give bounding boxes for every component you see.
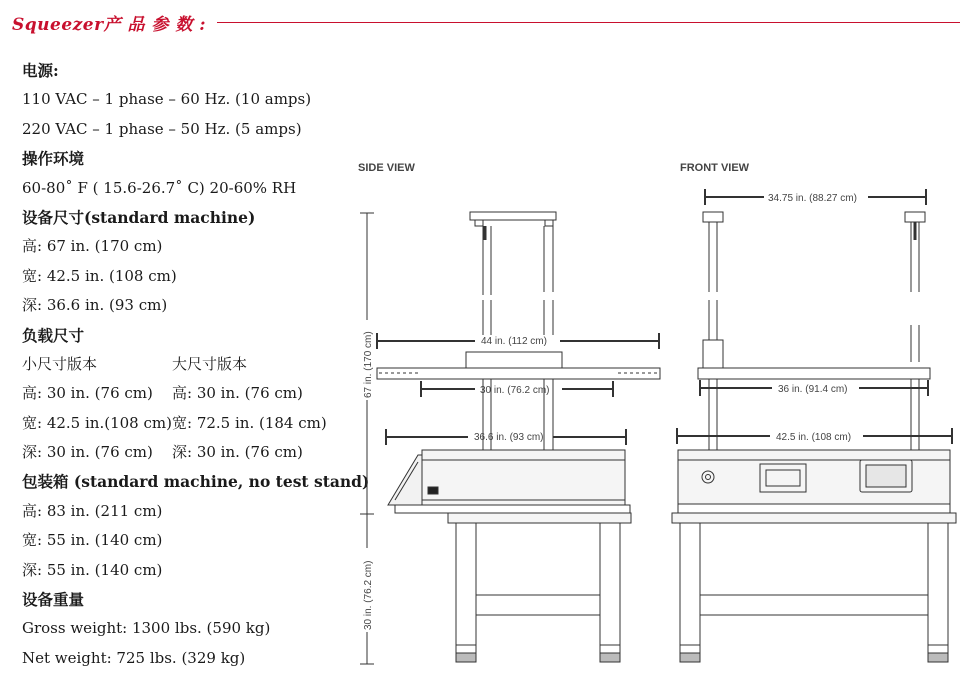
spec-pair-left: 深: 30 in. (76 cm): [22, 443, 153, 462]
side-view: [358, 162, 660, 664]
side-width-label: 44 in. (112 cm): [481, 336, 547, 347]
front-view-title: FRONT VIEW: [680, 162, 750, 174]
side-height-dimension: [358, 213, 376, 514]
spec-pair-right: 深: 30 in. (76 cm): [172, 443, 303, 462]
spec-pair: [22, 350, 352, 379]
front-platen-label: 36 in. (91.4 cm): [778, 384, 848, 395]
spec-pair-left: 高: 30 in. (76 cm): [22, 384, 153, 403]
page-header: [12, 8, 962, 34]
spec-line: 高: 67 in. (170 cm): [22, 237, 163, 256]
spec-line: 宽: 42.5 in. (108 cm): [22, 266, 177, 285]
spec-pair: [22, 438, 352, 467]
spec-pair: [22, 409, 352, 438]
spec-pair-right: 高: 30 in. (76 cm): [172, 384, 303, 403]
spec-pair-right: 大尺寸版本: [172, 354, 248, 373]
spec-heading-weight: 设备重量: [22, 590, 85, 610]
side-stand-label: 30 in. (76.2 cm): [363, 560, 374, 630]
front-view: [672, 162, 956, 662]
side-platen-label: 30 in. (76.2 cm): [480, 385, 550, 396]
spec-line: 110 VAC – 1 phase – 60 Hz. (10 amps): [22, 90, 312, 109]
spec-pair-left: 宽: 42.5 in.(108 cm): [22, 413, 172, 432]
header-rule: [217, 22, 960, 23]
spec-line: 60-80˚ F ( 15.6-26.7˚ C) 20-60% RH: [22, 178, 297, 197]
spec-line: 220 VAC – 1 phase – 50 Hz. (5 amps): [22, 119, 302, 138]
spec-heading-package: 包装箱 (standard machine, no test stand): [22, 472, 370, 492]
front-width-label: 42.5 in. (108 cm): [776, 432, 852, 443]
spec-line: 宽: 55 in. (140 cm): [22, 531, 163, 550]
machine-drawing: [350, 150, 962, 670]
spec-pair-left: 小尺寸版本: [22, 354, 98, 373]
spec-heading-power: 电源:: [22, 61, 59, 80]
spec-heading-load-size: 负载尺寸: [22, 325, 85, 345]
spec-pair-right: 宽: 72.5 in. (184 cm): [172, 413, 327, 432]
side-depth-label: 36.6 in. (93 cm): [474, 432, 544, 443]
spec-line: Gross weight: 1300 lbs. (590 kg): [22, 619, 271, 638]
side-view-title: SIDE VIEW: [358, 162, 415, 174]
front-top-label: 34.75 in. (88.27 cm): [768, 193, 857, 204]
page-title: Squeezer产 品 参 数 :: [12, 15, 207, 35]
side-height-label: 67 in. (170 cm): [363, 331, 374, 398]
spec-line: 高: 83 in. (211 cm): [22, 501, 163, 520]
spec-line: 深: 36.6 in. (93 cm): [22, 296, 168, 315]
spec-heading-machine-size: 设备尺寸(standard machine): [22, 207, 256, 227]
spec-line: Net weight: 725 lbs. (329 kg): [22, 648, 246, 667]
spec-line: 深: 55 in. (140 cm): [22, 560, 163, 579]
spec-pair: [22, 379, 352, 408]
side-stand-dimension: [358, 514, 376, 664]
spec-heading-environment: 操作环境: [22, 149, 85, 169]
